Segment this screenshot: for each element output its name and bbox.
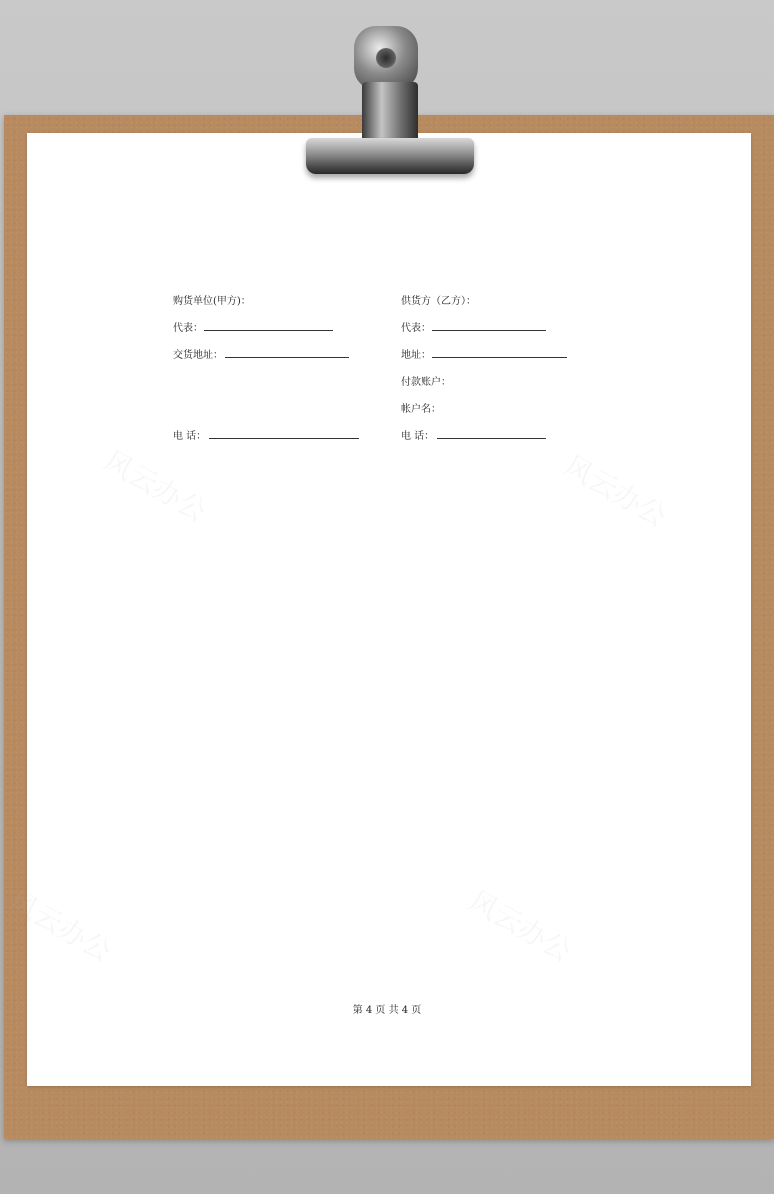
supplier-representative-label: 代表： <box>401 323 431 334</box>
buyer-representative-line[interactable] <box>204 330 333 331</box>
supplier-heading: 供货方（乙方）： <box>401 296 476 307</box>
supplier-phone-label: 电 话： <box>401 431 435 442</box>
page-number: 第 4 页 共 4 页 <box>352 1005 422 1016</box>
watermark: 风云办公 <box>98 444 213 529</box>
buyer-phone-label: 电 话： <box>173 431 207 442</box>
buyer-representative-label: 代表： <box>173 323 203 334</box>
supplier-address-line[interactable] <box>432 357 567 358</box>
supplier-payment-account-label: 付款账户： <box>401 377 451 388</box>
buyer-delivery-address-label: 交货地址： <box>173 350 223 361</box>
buyer-phone-line[interactable] <box>209 438 359 439</box>
supplier-address-label: 地址： <box>401 350 431 361</box>
supplier-account-name-label: 帐户名： <box>401 404 441 415</box>
buyer-heading: 购货单位(甲方)： <box>173 296 251 307</box>
supplier-phone-line[interactable] <box>437 438 546 439</box>
buyer-delivery-address-line[interactable] <box>225 357 349 358</box>
watermark: 风云办公 <box>3 884 118 969</box>
supplier-representative-line[interactable] <box>432 330 546 331</box>
watermark: 风云办公 <box>463 884 578 969</box>
watermark: 风云办公 <box>558 449 673 534</box>
